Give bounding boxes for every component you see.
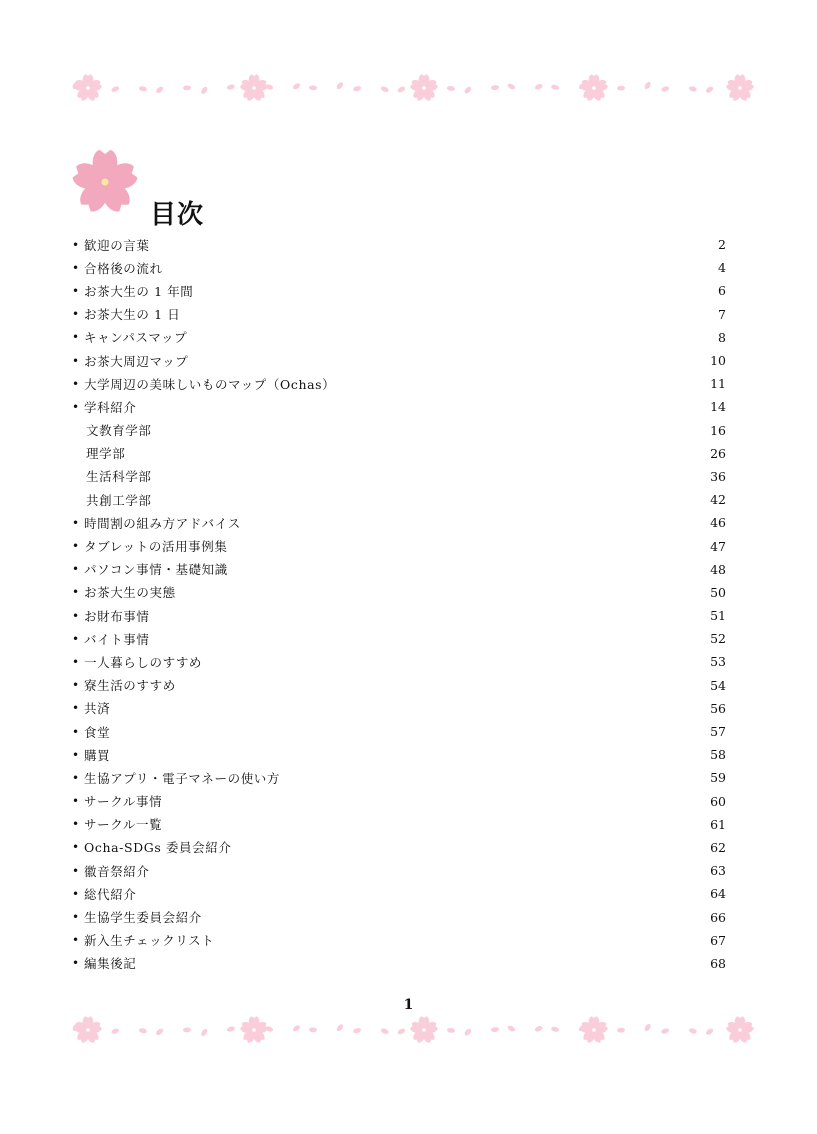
toc-page-number: 47	[710, 538, 726, 554]
toc-label: 新入生チェックリスト	[84, 933, 215, 949]
small-sakura-icon	[73, 1016, 103, 1044]
bullet-icon: •	[72, 678, 80, 693]
toc-item[interactable]	[72, 743, 726, 766]
bullet-icon: •	[72, 539, 80, 554]
toc-page-number: 57	[710, 724, 726, 740]
toc-entry	[72, 838, 231, 856]
falling-petal-icon	[380, 85, 389, 93]
falling-petal-icon	[617, 1028, 625, 1033]
toc-entry	[72, 815, 162, 833]
toc-page-number: 68	[710, 955, 726, 971]
bullet-icon: •	[72, 863, 80, 878]
toc-entry	[72, 792, 162, 810]
bullet-icon: •	[72, 747, 80, 762]
bullet-icon: •	[72, 353, 80, 368]
toc-page-number: 11	[710, 376, 726, 392]
toc-entry	[72, 444, 125, 462]
falling-petal-icon	[336, 1023, 345, 1032]
falling-petal-icon	[111, 1027, 120, 1035]
falling-petal-icon	[534, 83, 543, 91]
falling-petal-icon	[155, 86, 164, 95]
toc-subitem[interactable]	[72, 419, 726, 442]
falling-petal-icon	[507, 1025, 516, 1033]
toc-label: 学科紹介	[84, 399, 137, 415]
bullet-icon: •	[72, 794, 80, 809]
small-sakura-icon	[409, 74, 439, 102]
toc-page-number: 56	[710, 700, 726, 716]
falling-petal-icon	[380, 1027, 389, 1035]
toc-item[interactable]	[72, 326, 726, 349]
toc-item[interactable]	[72, 372, 726, 395]
toc-label: 共済	[84, 701, 111, 717]
toc-entry	[72, 491, 152, 509]
toc-item[interactable]	[72, 534, 726, 557]
toc-label: バイト事情	[84, 631, 150, 647]
toc-item[interactable]	[72, 511, 726, 534]
falling-petal-icon	[643, 81, 651, 90]
falling-petal-icon	[661, 1027, 670, 1034]
toc-item[interactable]	[72, 581, 726, 604]
falling-petal-icon	[200, 1028, 209, 1037]
toc-entry	[72, 699, 110, 717]
toc-page-number: 26	[710, 445, 726, 461]
toc-page-number: 10	[710, 353, 726, 369]
toc-page-number: 53	[710, 654, 726, 670]
toc-label: キャンパスマップ	[84, 330, 188, 346]
falling-petal-icon	[309, 85, 317, 90]
toc-entry	[72, 769, 280, 787]
bullet-icon: •	[72, 399, 80, 414]
falling-petal-icon	[397, 1027, 406, 1035]
falling-petal-icon	[534, 1025, 543, 1033]
toc-item[interactable]	[72, 720, 726, 743]
falling-petal-icon	[491, 1027, 500, 1033]
toc-page-number: 50	[710, 584, 726, 600]
toc-item[interactable]	[72, 859, 726, 882]
toc-item[interactable]	[72, 697, 726, 720]
toc-page-number: 61	[710, 816, 726, 832]
falling-petal-icon	[226, 1026, 235, 1033]
toc-label: パソコン事情・基礎知識	[84, 562, 228, 578]
falling-petal-icon	[292, 82, 301, 90]
toc-label: タブレットの活用事例集	[84, 539, 228, 555]
bullet-icon: •	[72, 307, 80, 322]
title-block	[70, 140, 370, 230]
bullet-icon: •	[72, 840, 80, 855]
toc-entry	[72, 421, 152, 439]
table-of-contents	[72, 233, 726, 975]
falling-petal-icon	[447, 1027, 456, 1033]
toc-page-number: 8	[718, 329, 726, 345]
toc-entry	[72, 954, 136, 972]
bullet-icon: •	[72, 631, 80, 646]
toc-label: 生活科学部	[86, 469, 152, 485]
bullet-icon: •	[72, 933, 80, 948]
bullet-icon: •	[72, 886, 80, 901]
toc-item[interactable]	[72, 766, 726, 789]
toc-entry	[72, 282, 193, 300]
toc-label: 歓迎の言葉	[84, 237, 150, 253]
falling-petal-icon	[617, 86, 625, 91]
toc-item[interactable]	[72, 790, 726, 813]
falling-petal-icon	[200, 86, 209, 95]
toc-page-number: 67	[710, 932, 726, 948]
toc-item[interactable]	[72, 836, 726, 859]
toc-entry	[72, 398, 136, 416]
bullet-icon: •	[72, 654, 80, 669]
toc-item[interactable]	[72, 952, 726, 975]
falling-petal-icon	[643, 1023, 651, 1032]
falling-petal-icon	[183, 85, 191, 90]
toc-item[interactable]	[72, 256, 726, 279]
toc-label: お茶大生の 1 年間	[84, 283, 194, 299]
toc-label: お茶大生の 1 日	[84, 307, 181, 323]
toc-entry	[72, 560, 228, 578]
toc-entry	[72, 630, 150, 648]
toc-entry	[72, 467, 152, 485]
toc-entry	[72, 583, 176, 601]
falling-petal-icon	[705, 85, 714, 94]
toc-label: 徽音祭紹介	[84, 863, 150, 879]
toc-label: 時間割の組み方アドバイス	[84, 515, 241, 531]
toc-label: お茶大周辺マップ	[84, 353, 189, 369]
toc-entry	[72, 328, 187, 346]
toc-page-number: 64	[710, 886, 726, 902]
falling-petal-icon	[336, 81, 345, 90]
flower-center	[102, 179, 109, 186]
toc-page-number: 7	[718, 306, 726, 322]
bullet-icon: •	[72, 515, 80, 530]
small-sakura-icon	[73, 74, 103, 102]
toc-item[interactable]	[72, 929, 726, 952]
bullet-icon: •	[72, 701, 80, 716]
toc-page-number: 2	[718, 237, 726, 253]
toc-item[interactable]	[72, 650, 726, 673]
bullet-icon: •	[72, 283, 80, 298]
toc-item[interactable]	[72, 558, 726, 581]
toc-page-number: 63	[710, 863, 726, 879]
falling-petal-icon	[705, 1027, 714, 1036]
small-sakura-icon	[725, 74, 754, 102]
toc-page-number: 58	[710, 747, 726, 763]
toc-page-number: 54	[710, 677, 726, 693]
toc-item[interactable]	[72, 395, 726, 418]
toc-subitem[interactable]	[72, 465, 726, 488]
falling-petal-icon	[292, 1024, 301, 1032]
toc-label: 大学周辺の美味しいものマップ（Ochas）	[84, 376, 336, 392]
toc-item[interactable]	[72, 349, 726, 372]
toc-label: 合格後の流れ	[84, 260, 163, 276]
toc-page-number: 48	[710, 561, 726, 577]
small-sakura-icon	[579, 1016, 609, 1044]
toc-page-number: 6	[718, 283, 726, 299]
falling-petal-icon	[309, 1027, 317, 1032]
toc-page-number: 4	[718, 260, 726, 276]
bullet-icon: •	[72, 608, 80, 623]
bullet-icon: •	[72, 770, 80, 785]
bullet-icon: •	[72, 260, 80, 275]
page-number: 1	[403, 997, 414, 1013]
bullet-icon: •	[72, 724, 80, 739]
bullet-icon: •	[72, 585, 80, 600]
toc-page-number: 36	[710, 468, 726, 484]
falling-petal-icon	[507, 83, 516, 91]
toc-label: 総代紹介	[84, 886, 137, 902]
toc-page-number: 62	[710, 839, 726, 855]
falling-petal-icon	[661, 85, 670, 92]
toc-label: 一人暮らしのすすめ	[84, 654, 203, 670]
small-sakura-icon	[239, 74, 269, 102]
toc-item[interactable]	[72, 674, 726, 697]
toc-subitem[interactable]	[72, 442, 726, 465]
falling-petal-icon	[138, 85, 147, 92]
toc-subitem[interactable]	[72, 488, 726, 511]
toc-label: Ocha-SDGs 委員会紹介	[84, 840, 232, 856]
small-sakura-icon	[725, 1016, 754, 1044]
toc-item[interactable]	[72, 279, 726, 302]
toc-entry	[72, 723, 110, 741]
toc-item[interactable]	[72, 905, 726, 928]
small-sakura-icon	[239, 1016, 269, 1044]
bullet-icon: •	[72, 562, 80, 577]
falling-petal-icon	[183, 1027, 191, 1032]
toc-entry	[72, 885, 136, 903]
toc-entry	[72, 352, 188, 370]
toc-label: サークル一覧	[84, 817, 163, 833]
toc-item[interactable]	[72, 882, 726, 905]
toc-page-number: 52	[710, 631, 726, 647]
toc-entry	[72, 607, 150, 625]
toc-page-number: 66	[710, 909, 726, 925]
toc-label: 理学部	[86, 446, 126, 462]
falling-petal-icon	[447, 85, 456, 91]
falling-petal-icon	[226, 84, 235, 91]
small-sakura-icon	[409, 1016, 439, 1044]
toc-label: お財布事情	[84, 608, 150, 624]
toc-entry	[72, 537, 227, 555]
bullet-icon: •	[72, 956, 80, 971]
toc-page-number: 16	[710, 422, 726, 438]
toc-item[interactable]	[72, 813, 726, 836]
falling-petal-icon	[551, 84, 560, 90]
toc-label: 共創工学部	[86, 492, 152, 508]
falling-petal-icon	[397, 85, 406, 93]
page-title: 目次	[150, 200, 205, 230]
toc-label: 生協アプリ・電子マネーの使い方	[84, 770, 281, 786]
toc-label: 編集後記	[84, 956, 137, 972]
sakura-border-top	[64, 70, 754, 106]
falling-petal-icon	[155, 1028, 164, 1037]
toc-item[interactable]	[72, 627, 726, 650]
falling-petal-icon	[138, 1027, 147, 1034]
bullet-icon: •	[72, 817, 80, 832]
falling-petal-icon	[551, 1026, 560, 1032]
falling-petal-icon	[463, 1028, 472, 1037]
toc-entry	[72, 908, 202, 926]
toc-page-number: 60	[710, 793, 726, 809]
toc-entry	[72, 746, 110, 764]
toc-page-number: 46	[710, 515, 726, 531]
toc-label: 食堂	[84, 724, 111, 740]
toc-label: 寮生活のすすめ	[84, 678, 176, 694]
bullet-icon: •	[72, 910, 80, 925]
toc-entry	[72, 236, 150, 254]
toc-label: サークル事情	[84, 794, 163, 810]
falling-petal-icon	[353, 85, 362, 91]
toc-entry	[72, 305, 180, 323]
toc-entry	[72, 931, 214, 949]
toc-label: 購買	[84, 747, 111, 763]
toc-page-number: 51	[710, 608, 726, 624]
falling-petal-icon	[688, 1027, 697, 1034]
toc-item[interactable]	[72, 303, 726, 326]
toc-entry	[72, 676, 176, 694]
sakura-flower-icon	[70, 144, 140, 220]
toc-entry	[72, 862, 150, 880]
toc-label: お茶大生の実態	[84, 585, 176, 601]
falling-petal-icon	[688, 85, 697, 92]
toc-label: 文教育学部	[86, 423, 152, 439]
toc-page-number: 59	[710, 770, 726, 786]
toc-item[interactable]	[72, 604, 726, 627]
toc-entry	[72, 514, 241, 532]
sakura-border-bottom	[64, 1012, 754, 1048]
falling-petal-icon	[463, 86, 472, 95]
bullet-icon: •	[72, 237, 80, 252]
small-sakura-icon	[579, 74, 609, 102]
falling-petal-icon	[353, 1027, 362, 1033]
falling-petal-icon	[491, 85, 500, 91]
toc-item[interactable]	[72, 233, 726, 256]
toc-page-number: 42	[710, 492, 726, 508]
toc-label: 生協学生委員会紹介	[84, 910, 202, 926]
toc-entry	[72, 259, 163, 277]
bullet-icon: •	[72, 376, 80, 391]
toc-entry	[72, 653, 202, 671]
falling-petal-icon	[111, 85, 120, 93]
toc-entry	[72, 375, 335, 393]
toc-page-number: 14	[710, 399, 726, 415]
bullet-icon: •	[72, 330, 80, 345]
